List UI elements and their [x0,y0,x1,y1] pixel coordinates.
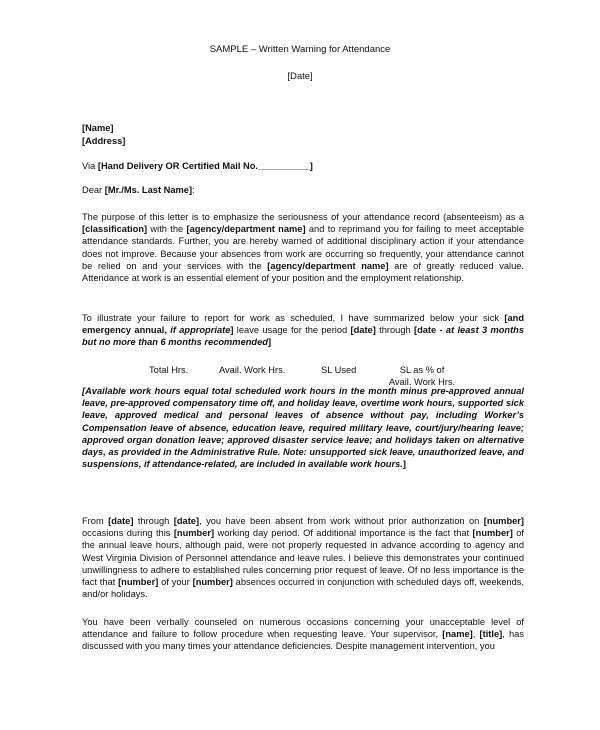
paragraph-absences [82,515,524,600]
paragraph-purpose [82,211,524,284]
date-field: [date] [108,516,134,526]
end-date-field: [date - [413,325,446,336]
text-run: occasions during this [82,528,174,539]
text-run: with the [147,224,187,235]
col-sl-used: SL Used [321,365,357,375]
salutation-prefix: Dear [82,185,105,195]
col-sl-percent-line1: SL as % of [399,365,445,375]
number-field: [number] [192,577,233,588]
text-run: , you have been absent from work without prior authorization on [199,516,484,526]
text-run: , has discussed with you many times your attendance deficiencies. Despite management intervention, you [82,629,524,652]
end-date-note: at least 3 months but no more than 6 months recommended [82,325,525,348]
number-field: [number] [472,528,513,539]
text-run: From [82,516,109,526]
text-run: of the annual leave hours, although paid, were not properly requested in advance according to agency and West Virginia Division of Personnel attendance and leave rules. I believe this demonstrates your continued unwillingness to adhere to established rules concerning prior request of leave. Of no less importance is the fact that [82,528,524,588]
col-total-hrs: Total Hrs. [149,365,189,375]
agency-field: [agency/department name] [186,224,306,235]
text-run: To illustrate your failure to report for work as scheduled, I have summarized below your sick [82,313,505,323]
date-placeholder: [Date] [287,71,313,82]
number-field: [number] [483,516,525,526]
agency-field: [agency/department name] [267,260,389,271]
delivery-method [82,160,313,172]
supervisor-name-field: [name] [442,629,473,640]
salutation [82,184,195,196]
paragraph-summary [82,312,524,349]
paragraph-counseling [82,616,524,653]
note-bracket-close: ] [402,459,406,470]
text-run: and to reprimand you for failing to meet acceptable attendance standards. Further, you are hereby warned of additional disciplinary action if your attendance does not improve. Because your absences from work are occurring so frequently, your attendance cannot be relied on and your services with the [82,224,525,271]
via-method: [Hand Delivery OR Certified Mail No.__________] [97,161,313,171]
text-run: , [472,629,480,640]
col-sl-percent-line2: Avail. Work Hrs. [388,377,456,388]
text-run: are of greatly reduced value. Attendance at work is an essential element of your position and the employment relationship. [82,260,525,284]
text-run: through [375,325,414,336]
date-field: [date] [173,516,200,526]
bracket-close: ] [230,325,234,336]
text-run: You have been verbally counseled on numerous occasions concerning your unacceptable level of attendance and failure to follow procedure when requesting leave. Your supervisor, [82,617,524,640]
salutation-name: [Mr./Ms. Last Name] [104,185,193,195]
leave-type-note: if appropriate [170,325,231,336]
available-hours-note [82,385,524,470]
number-field: [number] [173,528,215,539]
bracket-close: ] [267,337,272,348]
text-run: of your [158,577,193,588]
text-run: absences occurred in conjunction with scheduled days off, weekends, and/or holidays. [82,577,524,600]
start-date-field: [date] [350,325,376,336]
text-run: through [133,516,174,526]
col-avail-work-hrs: Avail. Work Hrs. [219,365,286,375]
recipient-name: [Name] [82,123,114,133]
via-prefix: Via [82,161,98,171]
recipient-address: [Address] [82,136,126,146]
text-run: The purpose of this letter is to emphasize the seriousness of your attendance record (absenteeism) as a [82,212,524,222]
text-run: working day period. Of additional importance is the fact that [214,528,473,539]
classification-field: [classification] [82,224,148,235]
document-title: SAMPLE – Written Warning for Attendance [209,44,391,55]
text-run: leave usage for the period [233,325,351,336]
supervisor-title-field: [title] [479,629,503,640]
leave-type-field: [and emergency annual, [82,313,524,336]
salutation-suffix: : [192,185,195,195]
number-field: [number] [118,577,159,588]
note-text: [Available work hours equal total scheduled work hours in the month minus pre-approved annual leave, pre-approved compensatory time off, and holiday leave, overtime work hours, supported sick leave, approved medical and personal leaves of absence without pay, including Worker’s Compensation leave of absence, education leave, required military leave, court/jury/hearing leave; approved organ donation leave; approved disaster service leave; and holidays taken on alternative days, as provided in the Administrative Rule. Note: unsupported sick leave, unauthorized leave, and suspensions, if attendance-related, are included in available work hours. [82,386,524,470]
